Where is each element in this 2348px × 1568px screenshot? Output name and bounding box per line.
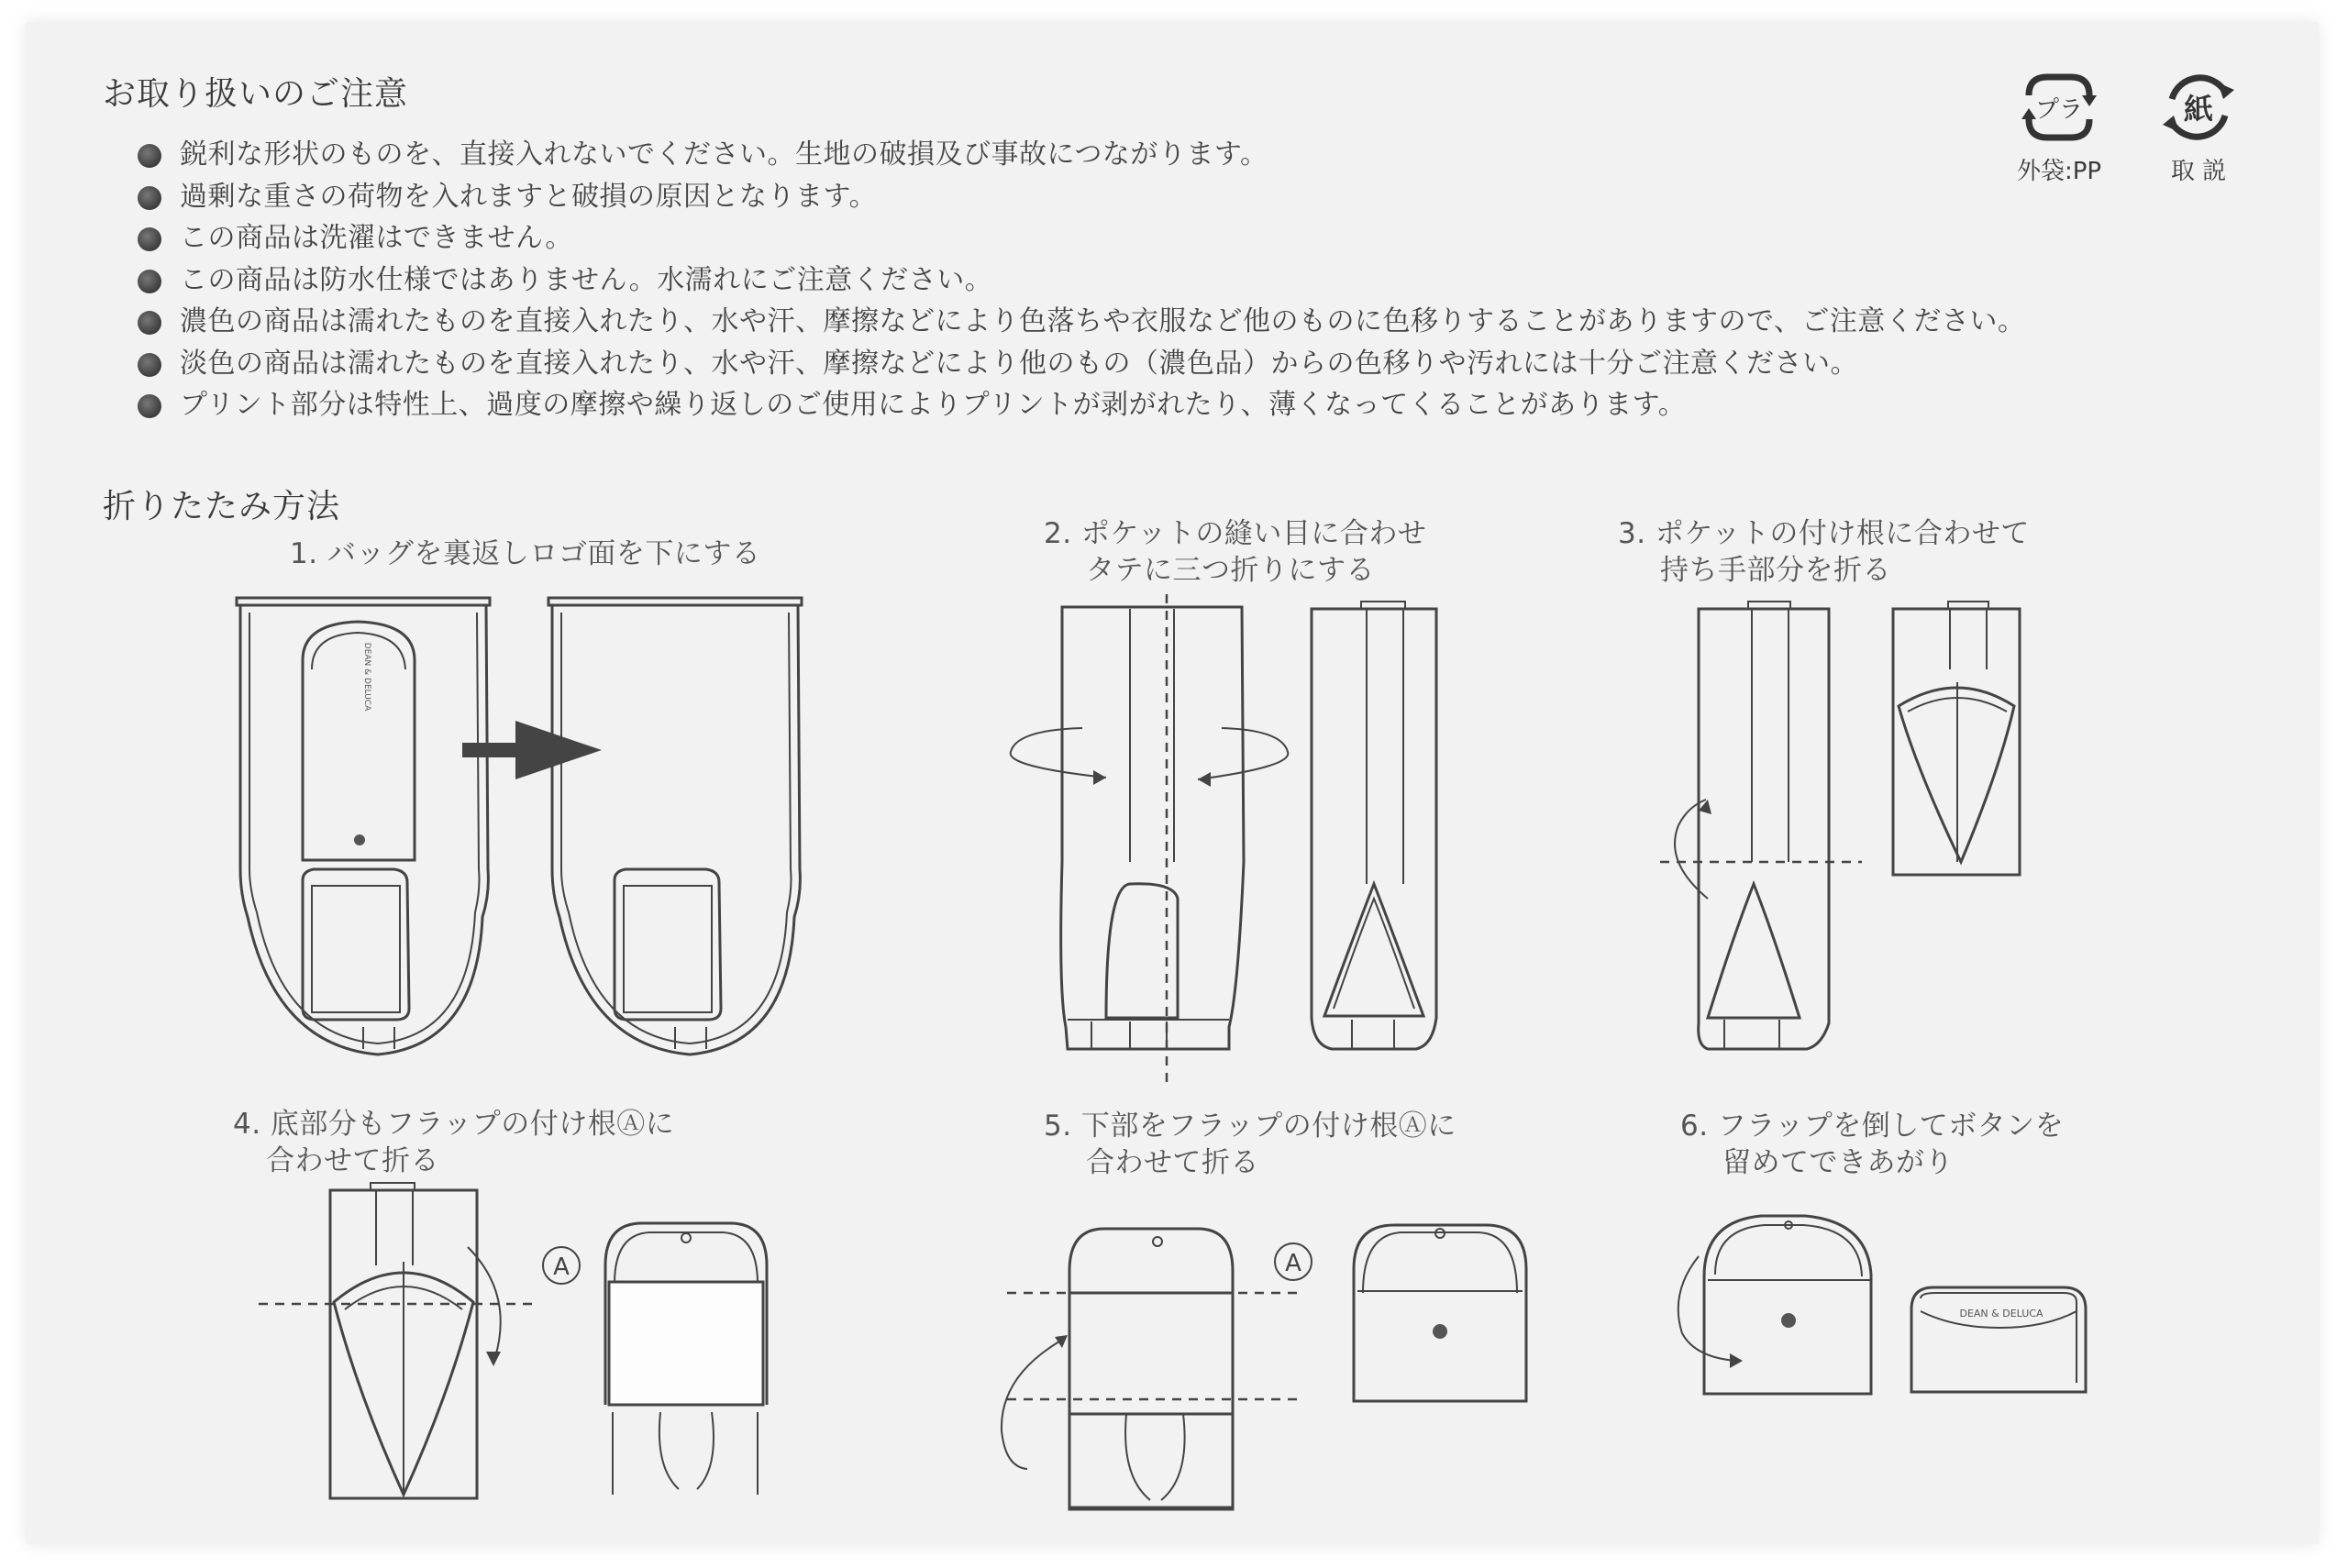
care-item: プリント部分は特性上、過度の摩擦や繰り返しのご使用によりプリントが剥がれたり、薄くなってくることがあります。 <box>138 384 2025 426</box>
step-5-caption: 5. 下部をフラップの付け根Ⓐに 合わせて折る <box>1044 1110 1456 1179</box>
step-3-caption: 3. ポケットの付け根に合わせて 持ち手部分を折る <box>1618 517 2030 587</box>
step-2-caption: 2. ポケットの縫い目に合わせ タテに三つ折りにする <box>1044 517 1427 587</box>
step-1-bag-back <box>548 598 802 1055</box>
step-6-caption: 6. フラップを倒してボタンを 留めてできあがり <box>1680 1110 2065 1179</box>
step-4-caption: 4. 底部分もフラップの付け根Ⓐに 合わせて折る <box>233 1108 675 1177</box>
step-6-bag-finished <box>1911 1287 2086 1392</box>
step-4-bag-folded <box>605 1223 767 1495</box>
paper-label: 取 説 <box>2170 158 2227 185</box>
step-5-bag-marked <box>1002 1229 1312 1509</box>
care-title: お取り扱いのご注意 <box>103 75 409 113</box>
folding-title: 折りたたみ方法 <box>103 488 341 525</box>
pla-label: 外袋:PP <box>2016 158 2102 185</box>
step-4-bag-marked <box>259 1183 580 1498</box>
step-2-bag-marked <box>1011 594 1289 1082</box>
care-item: この商品は防水仕様ではありません。水濡れにご注意ください。 <box>138 259 2025 302</box>
svg-text:DEAN & DELUCA: DEAN & DELUCA <box>362 642 371 712</box>
step-3-bag-marked <box>1660 602 1862 1049</box>
step-1-caption: 1. バッグを裏返しロゴ面を下にする <box>290 537 761 570</box>
step-2-bag-folded <box>1312 602 1436 1049</box>
svg-text:DEAN & DELUCA: DEAN & DELUCA <box>1959 1308 2043 1320</box>
svg-text:紙: 紙 <box>2183 92 2214 127</box>
svg-text:A: A <box>1285 1250 1301 1277</box>
step-6-bag-flap <box>1678 1216 1871 1394</box>
care-item: 濃色の商品は濡れたものを直接入れたり、水や汗、摩擦などにより色落ちや衣服など他のものに色移りすることがありますので、ご注意ください。 <box>138 301 2025 343</box>
step-5-bag-folded <box>1354 1225 1526 1401</box>
care-item: この商品は洗濯はできません。 <box>138 217 2025 259</box>
care-item: 過剰な重さの荷物を入れますと破損の原因となります。 <box>138 176 2025 218</box>
right-arrow-icon <box>462 721 602 779</box>
svg-text:プラ: プラ <box>2034 96 2084 124</box>
step-3-bag-folded <box>1893 602 2020 875</box>
svg-text:A: A <box>553 1253 570 1281</box>
care-item: 淡色の商品は濡れたものを直接入れたり、水や汗、摩擦などにより他のもの（濃色品）からの色移りや汚れには十分ご注意ください。 <box>138 343 2025 385</box>
care-item: 鋭利な形状のものを、直接入れないでください。生地の破損及び事故につながります。 <box>138 134 2025 176</box>
step-1-bag-front <box>237 598 490 1055</box>
